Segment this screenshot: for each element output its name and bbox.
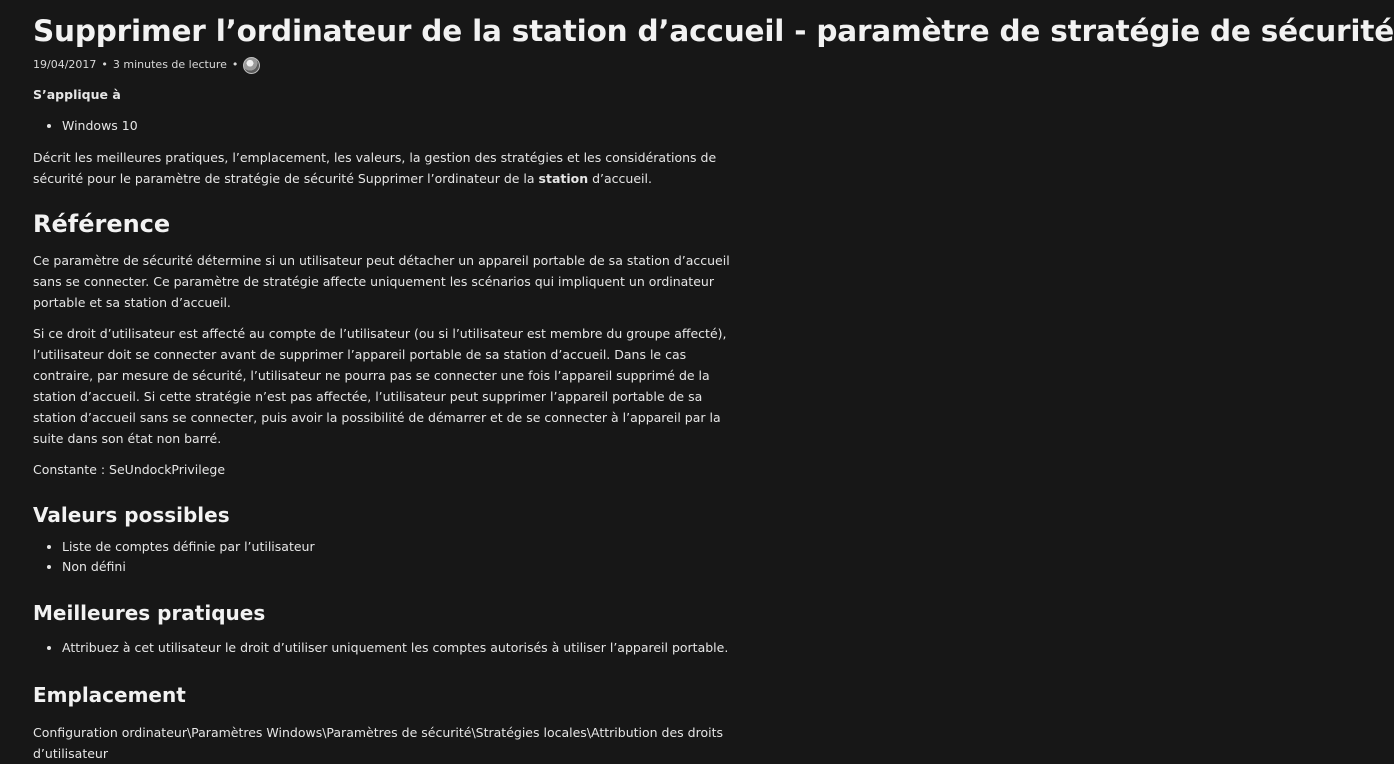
intro-text: Décrit les meilleures pratiques, l’emplacement, les valeurs, la gestion des stratégies et les considérations de sécurité pour le paramètre de stratégie de sécurité Supprimer l’ordinateur de la (33, 150, 717, 186)
list-item: • Liste de comptes définie par l’utilisateur (62, 537, 740, 557)
reference-paragraph-1: Ce paramètre de sécurité détermine si un utilisateur peut détacher un appareil portable de sa station d’accueil sans se connecter. Ce paramètre de stratégie affecte uniquement les scénarios qui impliquent un ordinateur portable et sa station d’accueil. (33, 253, 730, 310)
best-practices-list (33, 638, 740, 658)
applies-to-list (33, 116, 740, 136)
article-metadata (33, 56, 740, 74)
meta-separator: • (101, 58, 108, 71)
best-practices-heading: Meilleures pratiques (33, 601, 266, 625)
meta-separator: • (231, 58, 239, 71)
intro-bold-text: station (538, 171, 589, 186)
article-date: 19/04/2017 (33, 58, 97, 71)
constant-text: Constante : SeUndockPrivilege (33, 462, 226, 477)
location-path: Configuration ordinateur\Paramètres Windows\Paramètres de sécurité\Stratégies locales\Attribution des droits d’utilisateur (33, 725, 723, 761)
read-time: 3 minutes de lecture (112, 58, 227, 71)
possible-values-heading: Valeurs possibles (33, 503, 230, 527)
applies-to-heading: S’applique à (33, 87, 121, 102)
intro-text-end: d’accueil. (588, 171, 652, 186)
reference-paragraph-2: Si ce droit d’utilisateur est affecté au compte de l’utilisateur (ou si l’utilisateur est membre du groupe affecté), l’utilisateur doit se connecter avant de supprimer l’appareil portable de sa station d’accueil. Dans le cas contraire, par mesure de sécurité, l’utilisateur ne pourra pas se connecter une fois l’appareil supprimé de la station d’accueil. Si cette stratégie n’est pas affectée, l’utilisateur peut supprimer l’appareil portable de sa station d’accueil sans se connecter, puis avoir la possibilité de démarrer et de se connecter à l’appareil par la suite dans son état non barré. (33, 326, 727, 446)
list-item: • Attribuez à cet utilisateur le droit d’utiliser uniquement les comptes autorisés à utiliser l’appareil portable. (62, 638, 740, 658)
possible-values-list (33, 537, 740, 577)
list-item: • Windows 10 (62, 116, 740, 136)
intro-paragraph (33, 147, 740, 189)
page-title: Supprimer l’ordinateur de la station d’accueil - paramètre de stratégie de sécurité (33, 14, 1394, 48)
reference-heading: Référence (33, 210, 171, 238)
list-item: • Non défini (62, 557, 740, 577)
contributor-avatar[interactable] (243, 57, 260, 74)
location-heading: Emplacement (33, 683, 186, 707)
